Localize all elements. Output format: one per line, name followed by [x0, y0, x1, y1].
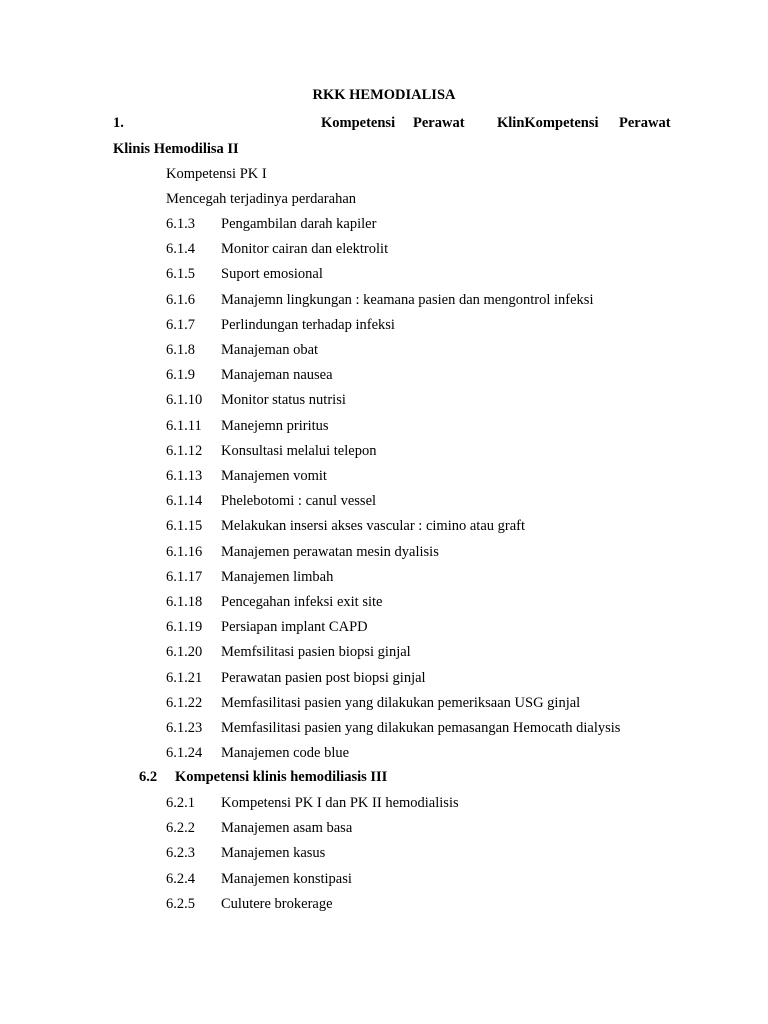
item-text: Memfasilitasi pasien yang dilakukan pemeriksaan USG ginjal: [221, 694, 581, 711]
heading-word: Kompetensi: [321, 115, 396, 131]
item-number: 6.2.2: [166, 820, 195, 837]
item-text: Manajemen konstipasi: [221, 870, 352, 887]
item-text: Manajemen perawatan mesin dyalisis: [221, 543, 439, 560]
item-text: Manajemen code blue: [221, 745, 350, 762]
item-number: 6.1.19: [166, 619, 203, 636]
item-text: Monitor status nutrisi: [221, 392, 346, 409]
item-text: Manajemen vomit: [221, 468, 327, 484]
item-text: Konsultasi melalui telepon: [221, 442, 377, 459]
item-number: 6.2.3: [166, 845, 195, 862]
item-text: Culutere brokerage: [221, 895, 333, 912]
item-number: 6.1.8: [166, 342, 195, 358]
item-number: 6.2.4: [166, 870, 195, 887]
item-number: 6.1.10: [166, 392, 203, 409]
intro-line: Kompetensi PK I: [166, 166, 267, 182]
item-number: 6.1.23: [166, 720, 203, 736]
heading-word: Perawat: [413, 115, 465, 131]
item-number: 6.1.20: [166, 644, 203, 661]
item-text: Pencegahan infeksi exit site: [221, 594, 383, 610]
item-text: Manajemn lingkungan : keamana pasien dan mengontrol infeksi: [221, 291, 594, 308]
item-number: 6.1.11: [166, 417, 202, 434]
item-text: Manajemen limbah: [221, 568, 334, 585]
item-number: 6.1.21: [166, 669, 203, 686]
item-text: Persiapan implant CAPD: [221, 619, 368, 636]
subsection-number: 6.2: [139, 769, 158, 785]
item-number: 6.1.24: [166, 745, 203, 762]
item-text: Melakukan insersi akses vascular : cimino atau graft: [221, 518, 525, 535]
item-number: 6.1.14: [166, 493, 203, 510]
item-text: Suport emosional: [221, 266, 323, 283]
heading-word: KlinKompetensi: [497, 115, 599, 131]
item-number: 6.1.7: [166, 316, 195, 333]
item-number: 6.1.3: [166, 216, 195, 232]
item-text: Manajeman nausea: [221, 367, 333, 384]
item-text: Phelebotomi : canul vessel: [221, 493, 377, 510]
item-number: 6.1.9: [166, 367, 195, 384]
item-number: 6.1.4: [166, 241, 195, 258]
item-number: 6.1.5: [166, 266, 195, 283]
item-number: 6.1.17: [166, 568, 203, 585]
item-text: Manajeman obat: [221, 342, 319, 358]
item-text: Pengambilan darah kapiler: [221, 216, 377, 232]
item-number: 6.1.12: [166, 442, 203, 459]
section-number: 1.: [113, 115, 124, 131]
item-text: Perawatan pasien post biopsi ginjal: [221, 669, 426, 686]
item-number: 6.1.15: [166, 518, 203, 535]
item-number: 6.2.1: [166, 795, 195, 811]
item-text: Manajemen asam basa: [221, 820, 353, 837]
item-number: 6.1.16: [166, 543, 203, 560]
item-text: Manajemen kasus: [221, 845, 326, 862]
item-text: Memfsilitasi pasien biopsi ginjal: [221, 644, 411, 661]
heading-word: Perawat: [619, 115, 671, 131]
subsection-title: Kompetensi klinis hemodiliasis III: [175, 769, 388, 785]
item-text: Manejemn priritus: [221, 417, 329, 434]
section-heading: [113, 115, 675, 135]
item-number: 6.1.22: [166, 694, 203, 711]
item-text: Perlindungan terhadap infeksi: [221, 316, 395, 333]
item-number: 6.1.18: [166, 594, 203, 610]
item-number: 6.1.6: [166, 291, 195, 308]
item-text: Monitor cairan dan elektrolit: [221, 241, 389, 258]
document-title: RKK HEMODIALISA: [312, 87, 456, 103]
item-text: Kompetensi PK I dan PK II hemodialisis: [221, 795, 459, 811]
item-number: 6.2.5: [166, 895, 195, 912]
item-number: 6.1.13: [166, 468, 203, 484]
item-text: Memfasilitasi pasien yang dilakukan pemasangan Hemocath dialysis: [221, 720, 621, 736]
section-heading-continuation: Klinis Hemodilisa II: [113, 141, 239, 157]
intro-line: Mencegah terjadinya perdarahan: [166, 191, 357, 207]
